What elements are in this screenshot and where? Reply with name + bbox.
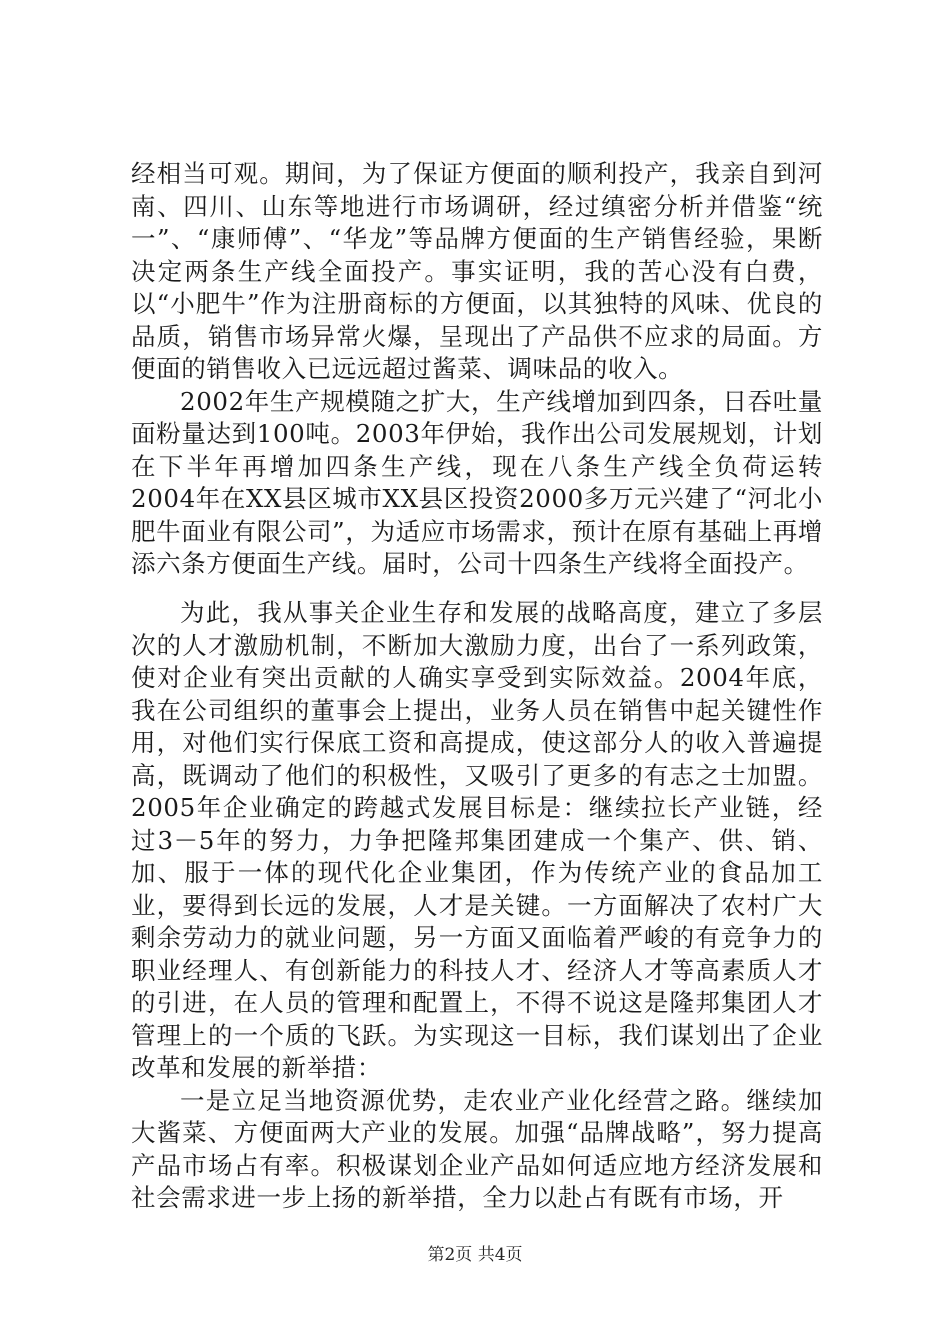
paragraph-measure-one: 一是立足当地资源优势，走农业产业化经营之路。继续加大酱菜、方便面两大产业的发展。加强“品牌战略”，努力提高产品市场占有率。积极谋划企业产品如何适应地方经济发展和社会需求进一步上扬的新举措，全力以赴占有既有市场，开 bbox=[131, 1085, 823, 1212]
page-number-footer: 第2页 共4页 bbox=[427, 1245, 523, 1265]
paragraph-talent-incentive: 为此，我从事关企业生存和发展的战略高度，建立了多层次的人才激励机制，不断加大激励力度，出台了一系列政策，使对企业有突出贡献的人确实享受到实际效益。2004年底，我在公司组织的董事会上提出，业务人员在销售中起关键性作用，对他们实行保底工资和高提成，使这部分人的收入普遍提高，既调动了他们的积极性，又吸引了更多的有志之士加盟。2005年企业确定的跨越式发展目标是：继续拉长产业链，经过3－5年的努力，力争把隆邦集团建成一个集产、供、销、加、服于一体的现代化企业集团，作为传统产业的食品加工业，要得到长远的发展，人才是关键。一方面解决了农村广大剩余劳动力的就业问题，另一方面又面临着严峻的有竞争力的职业经理人、有创新能力的科技人才、经济人才等高素质人才的引进，在人员的管理和配置上，不得不说这是隆邦集团人才管理上的一个质的飞跃。为实现这一目标，我们谋划出了企业改革和发展的新举措： bbox=[131, 598, 823, 1082]
text-section-top bbox=[131, 158, 823, 581]
text-section-bottom bbox=[131, 597, 823, 1215]
paragraph-production-expansion: 2002年生产规模随之扩大，生产线增加到四条，日吞吐量面粉量达到100吨。2003年伊始，我作出公司发展规划，计划在下半年再增加四条生产线，现在八条生产线全负荷运转2004年在XX县区城市XX县区投资2000多万元兴建了“河北小肥牛面业有限公司”，为适应市场需求，预计在原有基础上再增添六条方便面生产线。届时，公司十四条生产线将全面投产。 bbox=[131, 386, 823, 578]
paragraph-continuation: 经相当可观。期间，为了保证方便面的顺利投产，我亲自到河南、四川、山东等地进行市场调研，经过缜密分析并借鉴“统一”、“康师傅”、“华龙”等品牌方便面的生产销售经验，果断决定两条生产线全面投产。事实证明，我的苦心没有白费，以“小肥牛”作为注册商标的方便面，以其独特的风味、优良的品质，销售市场异常火爆，呈现出了产品供不应求的局面。方便面的销售收入已远远超过酱菜、调味品的收入。 bbox=[131, 159, 823, 383]
